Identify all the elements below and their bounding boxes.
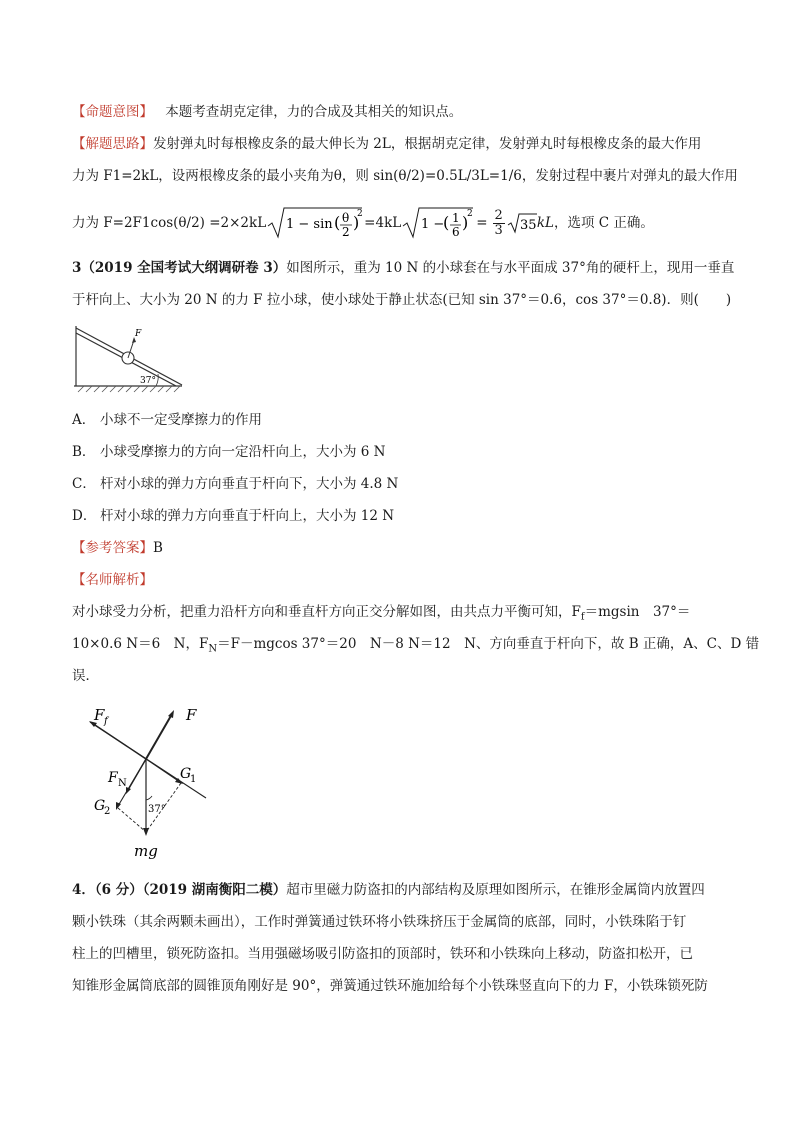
formula-kl: kL (536, 215, 554, 231)
q3-figure-incline (72, 322, 190, 394)
sqrt-35-value: 35 (519, 218, 537, 233)
option-c-text: 杆对小球的弹力方向垂直于杆向下，大小为 4.8 N (100, 476, 399, 492)
solution-text-1: 发射弹丸时每根橡皮条的最大伸长为 2L，根据胡克定律，发射弹丸时每根橡皮条的最大作用 (153, 136, 702, 152)
option-d-text: 杆对小球的弹力方向垂直于杆向上，大小为 12 N (100, 508, 395, 524)
sqrt-35 (507, 212, 537, 234)
option-a-text: 小球不一定受摩擦力的作用 (100, 412, 262, 428)
formula-eq-2: = (476, 215, 488, 231)
label-mg: mg (134, 842, 158, 860)
formula-one-minus: 1 − (421, 217, 445, 232)
label-g1: G (180, 766, 192, 782)
formula-eq-1: =4kL (364, 215, 402, 231)
intent-text: 本题考查胡克定律，力的合成及其相关的知识点。 (165, 104, 463, 120)
formula-six: 6 (452, 225, 460, 239)
analysis-text-2a: 10×0.6 N＝6 N，F (72, 636, 209, 652)
analysis-line-2 (72, 634, 759, 660)
label-ff-sub: f (104, 716, 108, 727)
f-arrow-head (168, 710, 174, 718)
label-fn: F (108, 770, 118, 786)
label-g2: G (94, 798, 106, 814)
q3-figure-force-diagram (82, 700, 222, 864)
svg-text:): ) (462, 213, 469, 232)
label-angle: 37° (148, 804, 166, 815)
option-d[interactable] (72, 506, 394, 526)
label-f: F (186, 706, 197, 724)
svg-text:(: ( (443, 213, 450, 232)
fraction-two-thirds (493, 209, 505, 238)
analysis-line-3: 误． (72, 668, 99, 684)
option-c-letter: C． (72, 476, 96, 492)
fig1-angle-label: 37° (140, 376, 156, 386)
q4-line-4: 知锥形金属筒底部的圆锥顶角刚好是 90°，弹簧通过铁环施加给每个小铁珠竖直向下的力 F，小铁珠锁死防 (72, 978, 708, 994)
option-b-letter: B． (72, 444, 96, 460)
option-b[interactable] (72, 442, 385, 462)
answer-line (72, 538, 163, 558)
q3-stem-line-1 (72, 258, 734, 278)
formula-theta: θ (342, 211, 350, 225)
analysis-text-2b: ＝F－mgcos 37°＝20 N－8 N＝12 N、方向垂直于杆向下，故 B 正确，A、C、D 错 (217, 636, 760, 652)
q4-text-1: 超市里磁力防盗扣的内部结构及原理如图所示，在锥形金属筒内放置四 (286, 882, 705, 898)
formula-square-1: 2 (357, 209, 363, 219)
option-d-letter: D． (72, 508, 97, 524)
label-ff: F (94, 706, 105, 724)
svg-text:): ) (353, 213, 360, 232)
q3-number: 3（2019 全国考试大纲调研卷 3） (72, 260, 287, 276)
solution-line-2: 力为 F1=2kL，设两根橡皮条的最小夹角为θ，则 sin(θ/2)=0.5L/3L=1/6，发射过程中裹片对弹丸的最大作用 (72, 168, 738, 184)
solution-line-1 (72, 134, 701, 154)
formula-prefix: 力为 F=2F1cos(θ/2) =2×2kL (72, 215, 267, 231)
formula-suffix: ，选项 C 正确。 (553, 215, 654, 231)
frac-denominator: 3 (494, 222, 503, 238)
q4-line-3: 柱上的凹槽里，锁死防盗扣。当用强磁场吸引防盗扣的顶部时，铁环和小铁珠向上移动，防盗扣松开，已 (72, 946, 693, 962)
q3-stem-line-2: 于杆向上、大小为 20 N 的力 F 拉小球，使小球处于静止状态(已知 sin 37°＝0.6，cos 37°＝0.8)．则( ) (72, 292, 732, 308)
q3-stem-1: 如图所示，重为 10 N 的小球套在与水平面成 37°角的硬杆上，现用一垂直 (286, 260, 735, 276)
sqrt-expression-1 (266, 206, 362, 240)
svg-text:(: ( (334, 213, 341, 232)
formula-square-2: 2 (467, 209, 473, 219)
analysis-sub-f: f (580, 611, 585, 623)
solution-formula-line (72, 206, 654, 240)
formula-one: 1 (452, 211, 460, 225)
analysis-line-1 (72, 602, 690, 628)
answer-value: B (153, 540, 163, 556)
analysis-text-1-rest: ＝mgsin 37°＝ (584, 604, 691, 620)
analysis-text-1: 对小球受力分析，把重力沿杆方向和垂直杆方向正交分解如图，由共点力平衡可知，F (72, 604, 581, 620)
formula-two: 2 (342, 225, 350, 239)
frac-numerator: 2 (494, 207, 503, 223)
option-b-text: 小球受摩擦力的方向一定沿杆向上，大小为 6 N (100, 444, 386, 460)
analysis-tag-line (72, 570, 153, 590)
label-g1-sub: 1 (190, 774, 197, 785)
solution-tag: 【解题思路】 (72, 136, 153, 152)
option-c[interactable] (72, 474, 398, 494)
option-a-letter: A． (72, 412, 96, 428)
formula-one-minus-sin: 1 − sin (286, 217, 333, 232)
sqrt-expression-2 (401, 206, 473, 240)
option-a[interactable] (72, 410, 262, 430)
q4-line-1 (72, 880, 705, 900)
label-fn-sub: N (118, 778, 127, 789)
label-g2-sub: 2 (104, 806, 111, 817)
analysis-tag: 【名师解析】 (72, 572, 153, 588)
q4-number: 4．（6 分）（2019 湖南衡阳二模） (72, 882, 287, 898)
intent-tag: 【命题意图】 (72, 104, 153, 120)
fig1-force-label: F (135, 329, 142, 339)
intent-paragraph (72, 102, 462, 122)
q4-line-2: 颗小铁珠（其余两颗未画出），工作时弹簧通过铁环将小铁珠挤压于金属筒的底部，同时，小铁珠陷于钉 (72, 914, 687, 930)
answer-tag: 【参考答案】 (72, 540, 153, 556)
analysis-sub-n: N (208, 643, 218, 655)
